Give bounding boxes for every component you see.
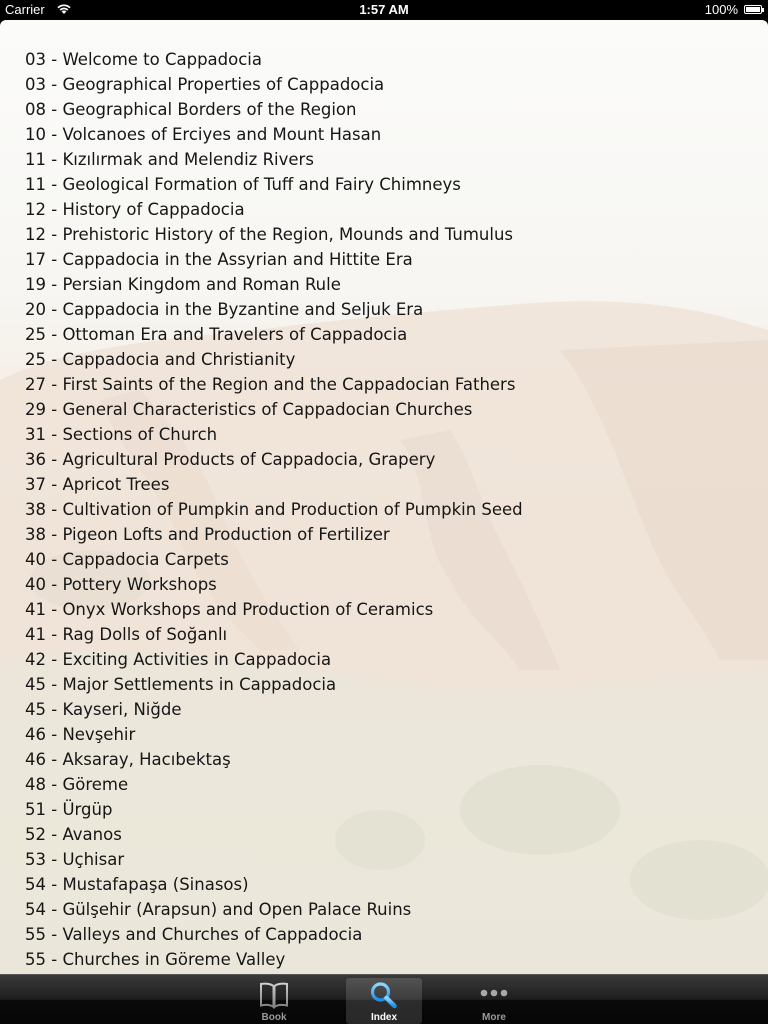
battery-icon	[744, 5, 762, 14]
toc-item[interactable]: 31 - Sections of Church	[25, 425, 218, 444]
toc-item[interactable]: 55 - Churches in Göreme Valley	[25, 950, 286, 969]
toc-item[interactable]: 03 - Welcome to Cappadocia	[25, 50, 262, 69]
battery-percent: 100%	[704, 2, 738, 17]
toc-item[interactable]: 20 - Cappadocia in the Byzantine and Seljuk Era	[25, 300, 424, 319]
toc-item[interactable]: 25 - Ottoman Era and Travelers of Cappadocia	[25, 325, 408, 344]
tab-index-label: Index	[370, 1012, 398, 1023]
status-bar	[0, 0, 768, 20]
toc-item[interactable]: 29 - General Characteristics of Cappadocian Churches	[25, 400, 473, 419]
toc-item[interactable]: 36 - Agricultural Products of Cappadocia, Grapery	[25, 450, 436, 469]
toc-item[interactable]: 17 - Cappadocia in the Assyrian and Hittite Era	[25, 250, 413, 269]
toc-item[interactable]: 38 - Cultivation of Pumpkin and Production of Pumpkin Seed	[25, 500, 523, 519]
tab-more[interactable]	[456, 978, 532, 1024]
toc-item[interactable]: 11 - Geological Formation of Tuff and Fairy Chimneys	[25, 175, 461, 194]
clock: 1:57 AM	[359, 2, 409, 17]
toc-item[interactable]: 19 - Persian Kingdom and Roman Rule	[25, 275, 341, 294]
toc-item[interactable]: 51 - Ürgüp	[25, 800, 113, 819]
toc-item[interactable]: 27 - First Saints of the Region and the Cappadocian Fathers	[25, 375, 516, 394]
toc-item[interactable]: 03 - Geographical Properties of Cappadocia	[25, 75, 385, 94]
search-icon	[368, 980, 400, 1010]
book-icon	[258, 980, 290, 1010]
toc-item[interactable]: 08 - Geographical Borders of the Region	[25, 100, 357, 119]
tab-book-label: Book	[261, 1012, 287, 1023]
toc-item[interactable]: 37 - Apricot Trees	[25, 475, 170, 494]
toc-item[interactable]: 42 - Exciting Activities in Cappadocia	[25, 650, 332, 669]
toc-item[interactable]: 45 - Kayseri, Niğde	[25, 700, 182, 719]
more-icon	[478, 980, 510, 1010]
toc-item[interactable]: 10 - Volcanoes of Erciyes and Mount Hasan	[25, 125, 382, 144]
toc-item[interactable]: 53 - Uçhisar	[25, 850, 125, 869]
tab-bar	[0, 974, 768, 1024]
index-page[interactable]	[0, 20, 768, 974]
toc-item[interactable]: 12 - Prehistoric History of the Region, Mounds and Tumulus	[25, 225, 513, 244]
carrier-label: Carrier	[5, 2, 45, 17]
toc-item[interactable]: 46 - Nevşehir	[25, 725, 136, 744]
toc-item[interactable]: 38 - Pigeon Lofts and Production of Fertilizer	[25, 525, 390, 544]
toc-item[interactable]: 40 - Cappadocia Carpets	[25, 550, 229, 569]
toc-item[interactable]: 12 - History of Cappadocia	[25, 200, 245, 219]
toc-item[interactable]: 40 - Pottery Workshops	[25, 575, 217, 594]
toc-item[interactable]: 25 - Cappadocia and Christianity	[25, 350, 296, 369]
toc-item[interactable]: 52 - Avanos	[25, 825, 122, 844]
toc-item[interactable]: 41 - Onyx Workshops and Production of Ceramics	[25, 600, 434, 619]
toc-item[interactable]: 54 - Mustafapaşa (Sinasos)	[25, 875, 249, 894]
toc-item[interactable]: 54 - Gülşehir (Arapsun) and Open Palace Ruins	[25, 900, 412, 919]
toc-item[interactable]: 48 - Göreme	[25, 775, 129, 794]
toc-item[interactable]: 45 - Major Settlements in Cappadocia	[25, 675, 337, 694]
tab-index[interactable]	[346, 978, 422, 1024]
toc-item[interactable]: 55 - Valleys and Churches of Cappadocia	[25, 925, 363, 944]
tab-book[interactable]	[236, 978, 312, 1024]
toc-item[interactable]: 41 - Rag Dolls of Soğanlı	[25, 625, 228, 644]
tab-more-label: More	[482, 1012, 506, 1023]
toc-item[interactable]: 46 - Aksaray, Hacıbektaş	[25, 750, 231, 769]
toc-item[interactable]: 11 - Kızılırmak and Melendiz Rivers	[25, 150, 314, 169]
table-of-contents	[25, 47, 523, 972]
